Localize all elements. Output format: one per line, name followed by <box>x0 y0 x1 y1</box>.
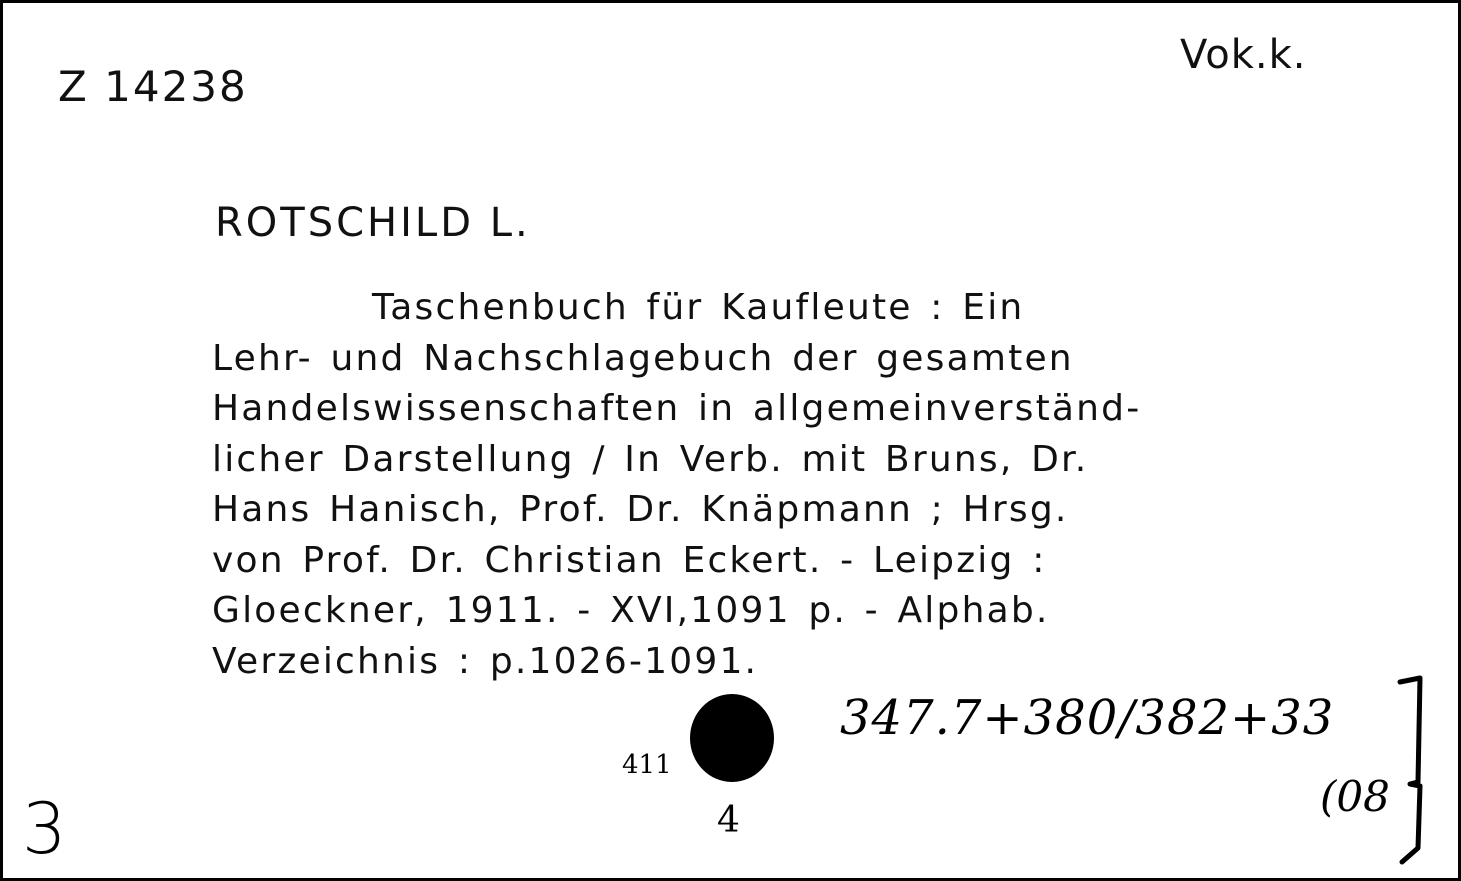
description-line: von Prof. Dr. Christian Eckert. - Leipzig : <box>212 539 1047 581</box>
bibliographic-description <box>212 283 1412 687</box>
description-line: licher Darstellung / In Verb. mit Bruns, Dr. <box>212 438 1089 480</box>
handwritten-bracket <box>1396 672 1436 872</box>
author-heading: ROTSCHILD L. <box>215 200 531 246</box>
description-line: Lehr- und Nachschlagebuch der gesamten <box>212 337 1074 379</box>
handwritten-mark: 4 <box>717 800 740 841</box>
description-line: Handelswissenschaften in allgemeinverständ- <box>212 388 1142 429</box>
handwritten-corner-number: 3 <box>22 788 67 870</box>
call-number: Z 14238 <box>58 62 248 111</box>
description-line: Hans Hanisch, Prof. Dr. Knäpmann ; Hrsg. <box>212 489 1069 530</box>
punched-hole-dot <box>690 694 774 782</box>
handwritten-subdivision: (08 <box>1320 772 1390 821</box>
handwritten-classification: 347.7+380/382+33 <box>840 690 1335 746</box>
description-line: Taschenbuch für Kaufleute : Ein <box>372 287 1025 328</box>
description-line: Verzeichnis : p.1026-1091. <box>212 640 759 682</box>
category-label: Vok.k. <box>1180 32 1307 78</box>
handwritten-small-mark: 411 <box>622 750 672 780</box>
description-line: Gloeckner, 1911. - XVI,1091 p. - Alphab. <box>212 590 1050 631</box>
